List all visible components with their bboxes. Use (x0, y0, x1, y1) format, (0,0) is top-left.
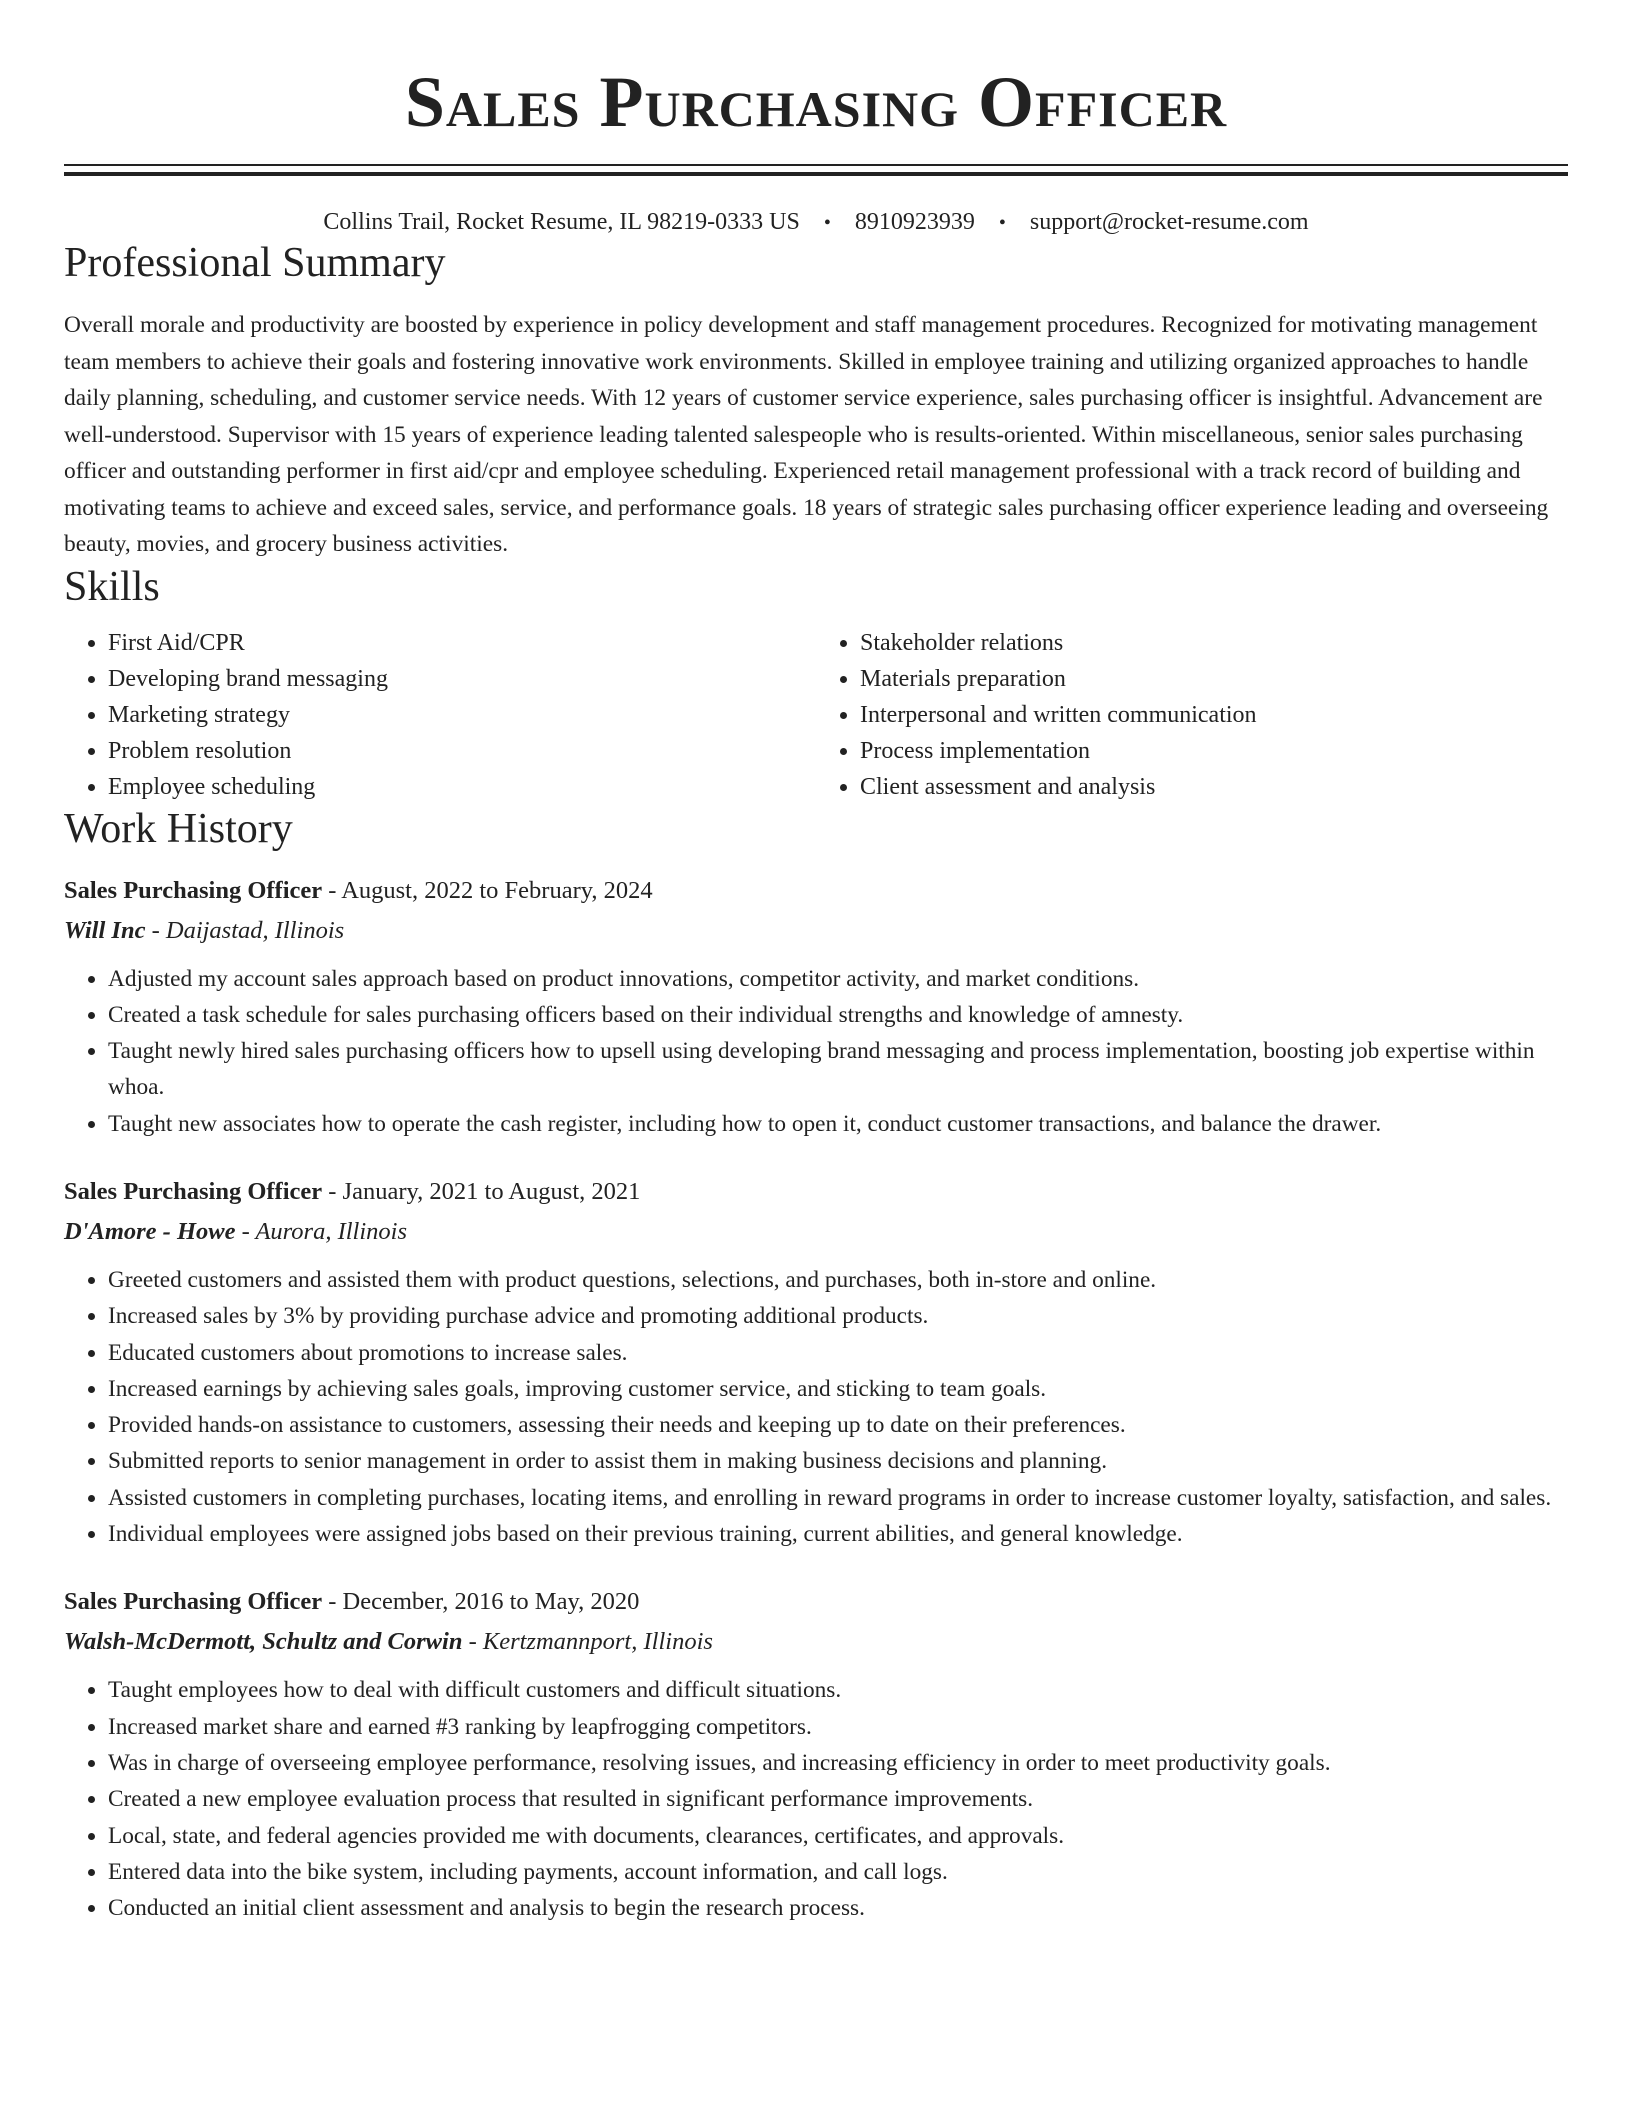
job-entry (64, 1172, 1568, 1552)
job-dates: - August, 2022 to February, 2024 (322, 876, 653, 904)
skill-item: • Employee scheduling (108, 769, 816, 805)
contact-line (64, 206, 1568, 239)
skill-item: • Materials preparation (860, 661, 1568, 697)
job-bullet: • Submitted reports to senior management in order to assist them in making business decisions and planning. (108, 1443, 1568, 1479)
job-title: Sales Purchasing Officer (64, 876, 323, 904)
skill-item: • Interpersonal and written communication (860, 697, 1568, 733)
skill-item: • Stakeholder relations (860, 625, 1568, 661)
job-bullet: • Individual employees were assigned jobs based on their previous training, current abilities, and general knowledge. (108, 1516, 1568, 1552)
job-bullet: • Provided hands-on assistance to customers, assessing their needs and keeping up to date on their preferences. (108, 1407, 1568, 1443)
job-bullet: • Created a task schedule for sales purchasing officers based on their individual strengths and knowledge of amnesty. (108, 997, 1568, 1033)
skill-item: • Developing brand messaging (108, 661, 816, 697)
contact-phone: 8910923939 (854, 209, 975, 235)
skills-list-right (816, 625, 1568, 805)
skill-item: • Marketing strategy (108, 697, 816, 733)
contact-address: Collins Trail, Rocket Resume, IL 98219-0333 US (323, 209, 800, 235)
job-dates: - January, 2021 to August, 2021 (322, 1177, 641, 1205)
job-company: Will Inc (64, 916, 146, 944)
skill-item: • Process implementation (860, 733, 1568, 769)
job-entry (64, 1582, 1568, 1926)
summary-text: Overall morale and productivity are boosted by experience in policy development and staff management procedures. Recognized for motivating management team members to achieve their goals and fostering innovative work environments. Skilled in employee training and utilizing organized approaches to handle daily planning, scheduling, and customer service needs. With 12 years of customer service experience, sales purchasing officer is insightful. Advancement are well-understood. Supervisor with 15 years of experience leading talented salespeople who is results-oriented. Within miscellaneous, senior sales purchasing officer and outstanding performer in first aid/cpr and employee scheduling. Experienced retail management professional with a track record of building and motivating teams to achieve and exceed sales, service, and performance goals. 18 years of strategic sales purchasing officer experience leading and overseeing beauty, movies, and grocery business activities. (64, 312, 1549, 557)
job-title-line (64, 1582, 1568, 1622)
job-bullet: • Increased market share and earned #3 ranking by leapfrogging competitors. (108, 1709, 1568, 1745)
contact-email: support@rocket-resume.com (1029, 209, 1309, 235)
job-bullet: • Was in charge of overseeing employee performance, resolving issues, and increasing efficiency in order to meet productivity goals. (108, 1745, 1568, 1781)
job-title-line (64, 871, 1568, 911)
job-dates: - December, 2016 to May, 2020 (322, 1588, 640, 1616)
contact-separator: • (823, 212, 831, 234)
job-bullet: • Taught new associates how to operate the cash register, including how to open it, conduct customer transactions, and balance the drawer. (108, 1106, 1568, 1142)
job-bullet: • Local, state, and federal agencies provided me with documents, clearances, certificates, and approvals. (108, 1818, 1568, 1854)
skill-item: • Problem resolution (108, 733, 816, 769)
job-bullet: • Entered data into the bike system, including payments, account information, and call logs. (108, 1854, 1568, 1890)
job-bullet: • Taught employees how to deal with difficult customers and difficult situations. (108, 1672, 1568, 1708)
job-bullets (64, 1262, 1568, 1552)
skill-item: • Client assessment and analysis (860, 769, 1568, 805)
skills-heading: Skills (64, 563, 160, 610)
job-bullet: • Conducted an initial client assessment and analysis to begin the research process. (108, 1890, 1568, 1926)
job-bullets (64, 1672, 1568, 1926)
job-company: Walsh-McDermott, Schultz and Corwin (64, 1628, 463, 1656)
job-bullets (64, 961, 1568, 1142)
summary-heading: Professional Summary (64, 240, 446, 286)
job-location: - Daijastad, Illinois (145, 916, 345, 944)
job-company-line (64, 1622, 1568, 1662)
job-title: Sales Purchasing Officer (64, 1588, 323, 1616)
job-bullet: • Increased sales by 3% by providing purchase advice and promoting additional products. (108, 1298, 1568, 1334)
job-bullet: • Created a new employee evaluation process that resulted in significant performance improvements. (108, 1781, 1568, 1817)
job-bullet: • Assisted customers in completing purchases, locating items, and enrolling in reward programs in order to increase customer loyalty, satisfaction, and sales. (108, 1480, 1568, 1516)
job-company-line (64, 911, 1568, 951)
resume-name-heading: Sales Purchasing Officer (404, 62, 1228, 142)
job-bullet: • Greeted customers and assisted them with product questions, selections, and purchases, both in-store and online. (108, 1262, 1568, 1298)
skills-list-left (64, 625, 816, 805)
work-history-heading: Work History (64, 805, 293, 852)
job-title: Sales Purchasing Officer (64, 1177, 323, 1205)
skill-item: • First Aid/CPR (108, 625, 816, 661)
job-location: - Kertzmannport, Illinois (462, 1628, 713, 1656)
header-divider-thin (64, 164, 1568, 166)
job-title-line (64, 1172, 1568, 1212)
contact-separator: • (998, 212, 1006, 234)
job-bullet: • Taught newly hired sales purchasing officers how to upsell using developing brand messaging and process implementation, boosting job expertise within whoa. (108, 1033, 1568, 1106)
job-company-line (64, 1212, 1568, 1252)
job-bullet: • Adjusted my account sales approach based on product innovations, competitor activity, and market conditions. (108, 961, 1568, 997)
header-divider-thick (64, 172, 1568, 176)
job-company: D'Amore - Howe (64, 1217, 236, 1245)
job-entry (64, 871, 1568, 1142)
job-location: - Aurora, Illinois (235, 1217, 408, 1245)
job-bullet: • Educated customers about promotions to increase sales. (108, 1335, 1568, 1371)
skills-columns (64, 625, 1568, 805)
job-bullet: • Increased earnings by achieving sales goals, improving customer service, and sticking to team goals. (108, 1371, 1568, 1407)
